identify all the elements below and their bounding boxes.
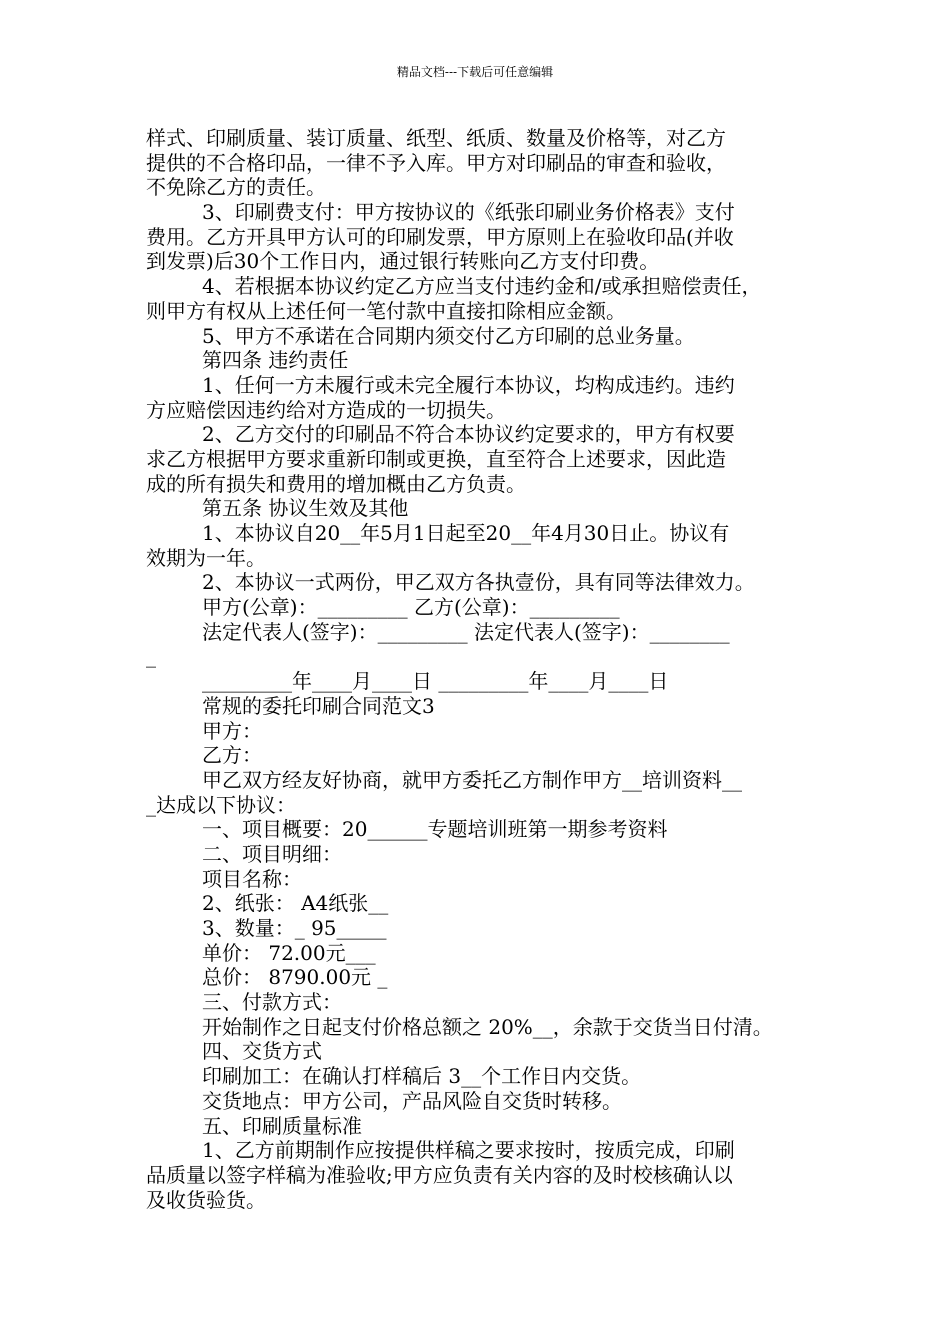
text-line: 不免除乙方的责任。 [146,175,326,200]
text-line: 三、付款方式： [202,990,342,1015]
text-line: 3、印刷费支付：甲方按协议的《纸张印刷业务价格表》支付 [202,200,735,225]
text-line: _达成以下协议： [146,792,296,817]
text-line: 1、乙方前期制作应按提供样稿之要求按时，按质完成，印刷 [202,1138,735,1163]
text-line: 总价： 8790.00元 _ [202,965,388,990]
text-line: 费用。乙方开具甲方认可的印刷发票，甲方原则上在验收印品(并收 [146,224,734,249]
text-line: 3、数量：_ 95_____ [202,916,387,940]
text-line: 样式、印刷质量、装订质量、纸型、纸质、数量及价格等，对乙方 [146,126,726,150]
text-line: 乙方： [202,743,262,768]
text-line: 2、本协议一式两份，甲乙双方各执壹份，具有同等法律效力。 [202,570,755,595]
text-line: 甲乙双方经友好协商，就甲方委托乙方制作甲方__培训资料__ [202,767,742,792]
text-line: 则甲方有权从上述任何一笔付款中直接扣除相应金额。 [146,298,626,323]
text-line: 第五条 协议生效及其他 [202,496,409,521]
text-line: 五、印刷质量标准 [202,1113,362,1138]
text-line: 1、本协议自20__年5月1日起至20__年4月30日止。协议有 [202,521,730,545]
document-body [146,126,826,1212]
text-line: 第四条 违约责任 [202,348,349,373]
text-line: _________年____月____日 _________年____月____日 [202,669,669,694]
text-line: 项目名称： [202,866,302,891]
text-line: 甲方(公章)：_________ 乙方(公章)：_________ [202,595,620,620]
text-line: 2、乙方交付的印刷品不符合本协议约定要求的，甲方有权要 [202,422,735,447]
text-line: 常规的委托印刷合同范文3 [202,693,435,718]
text-line: 二、项目明细： [202,841,342,866]
text-line: 4、若根据本协议约定乙方应当支付违约金和/或承担赔偿责任， [202,274,762,299]
text-line: 到发票)后30个工作日内，通过银行转账向乙方支付印费。 [146,249,660,274]
text-line: 法定代表人(签字)：_________ 法定代表人(签字)：________ [202,619,730,644]
text-line: 印刷加工：在确认打样稿后 3__个工作日内交货。 [202,1064,642,1089]
text-line: 提供的不合格印品，一律不予入库。甲方对印刷品的审查和验收， [146,150,726,175]
text-line: 5、甲方不承诺在合同期内须交付乙方印刷的总业务量。 [202,323,695,348]
text-line: 方应赔偿因违约给对方造成的一切损失。 [146,397,506,422]
text-line: 四、交货方式 [202,1039,322,1064]
text-line: 开始制作之日起支付价格总额之 20%__，余款于交货当日付清。 [202,1014,773,1039]
page-header: 精品文档---下载后可任意编辑 [396,65,554,79]
text-line: 2、纸张： A4纸张__ [202,891,389,916]
text-line: 一、项目概要：20______专题培训班第一期参考资料 [202,817,668,842]
text-line: 品质量以签字样稿为准验收;甲方应负责有关内容的及时校核确认以 [146,1162,733,1187]
text-line: 求乙方根据甲方要求重新印制或更换，直至符合上述要求，因此造 [146,446,726,471]
text-line: 1、任何一方未履行或未完全履行本协议，均构成违约。违约 [202,372,735,397]
text-line: _ [146,644,156,669]
text-line: 效期为一年。 [146,545,266,570]
text-line: 甲方： [202,718,262,743]
text-line: 及收货验货。 [146,1187,266,1212]
text-line: 单价： 72.00元___ [202,940,376,965]
text-line: 成的所有损失和费用的增加概由乙方负责。 [146,471,526,496]
text-line: 交货地点：甲方公司，产品风险自交货时转移。 [202,1088,622,1113]
